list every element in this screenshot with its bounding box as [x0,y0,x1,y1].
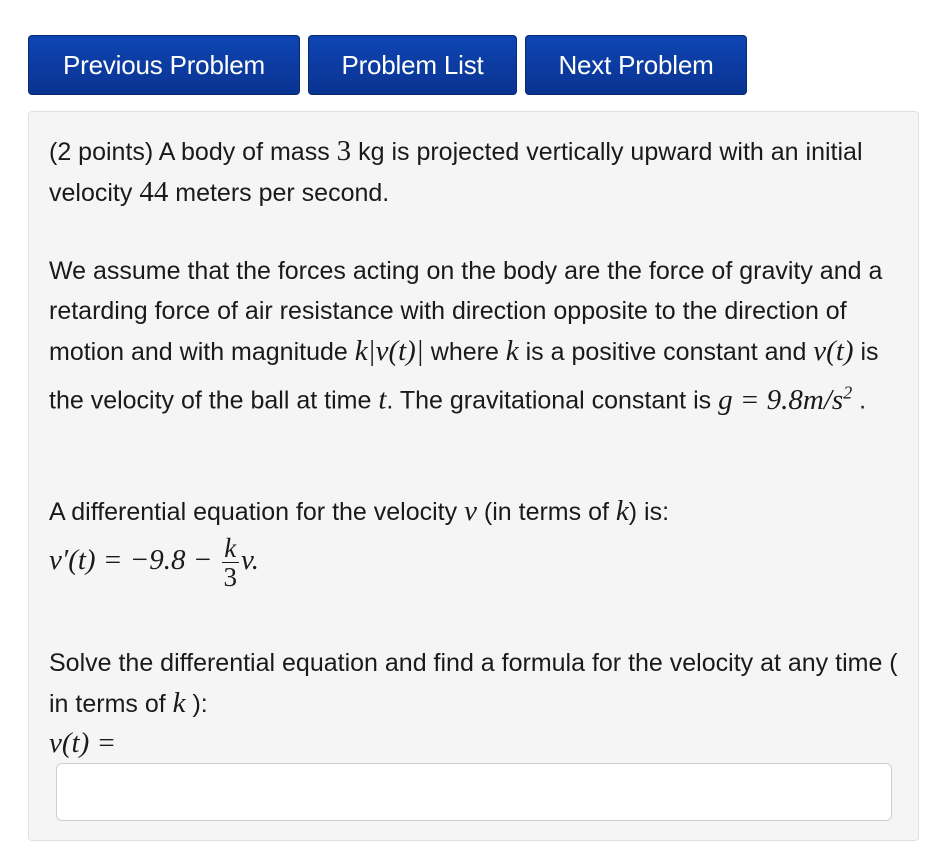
intro-text-3: meters per second. [168,179,390,207]
next-problem-button[interactable]: Next Problem [525,35,747,95]
assumption-text-5: . The gravitational constant is [386,386,719,415]
previous-problem-button[interactable]: Previous Problem [28,35,300,95]
equation-lhs: v′(t) = −9.8 − [49,544,220,577]
k-math-2: k [615,495,629,527]
gravity-math [718,384,852,416]
solve-text-1: Solve the differential equation and find a formula for the velocity at any time ( in terms of [49,649,898,718]
problem-list-button[interactable]: Problem List [308,35,517,95]
k-math-3: k [172,687,186,719]
intro-text-2: kg is projected vertically upward with an initial velocity [49,138,863,207]
problem-navigation [28,35,747,95]
problem-intro [49,131,900,213]
fraction-numerator: k [222,534,240,563]
assumption-text-6: . [852,386,867,415]
assumption-text-2: where [423,338,506,366]
velocity-function-math: v(t) [813,335,854,367]
mass-value: 3 [336,135,352,167]
magnitude-math: k|v(t)| [354,335,424,367]
answer-input[interactable] [56,763,892,821]
velocity-value: 44 [139,176,169,208]
k-math: k [505,335,519,367]
de-intro [49,491,900,532]
gravity-exponent: 2 [843,382,853,402]
solve-instructions [49,643,900,724]
de-text-1: A differential equation for the velocity [49,498,465,526]
time-math: t [378,383,387,416]
equation-rhs: v. [241,544,260,577]
differential-equation [49,534,900,591]
intro-text-1: (2 points) A body of mass [49,138,337,166]
assumption-text-1: We assume that the forces acting on the body are the force of gravity and a retarding force of air resistance with direction opposite to the direction of motion and with magnitude [49,257,883,366]
solve-text-2: ): [185,690,208,718]
v-math: v [464,495,477,527]
fraction-k-over-3 [222,534,240,591]
assumption-text-4: is the velocity of the ball at time [49,338,879,415]
assumption-text-3: is a positive constant and [518,338,814,366]
gravity-value: g = 9.8m/s [718,383,844,416]
fraction-denominator: 3 [223,562,238,592]
de-text-2: (in terms of [476,498,616,526]
answer-label: v(t) = [49,727,117,759]
problem-panel [28,111,919,841]
differential-equation-section [49,491,900,591]
de-text-3: ) is: [628,498,670,526]
problem-assumptions [49,251,900,421]
